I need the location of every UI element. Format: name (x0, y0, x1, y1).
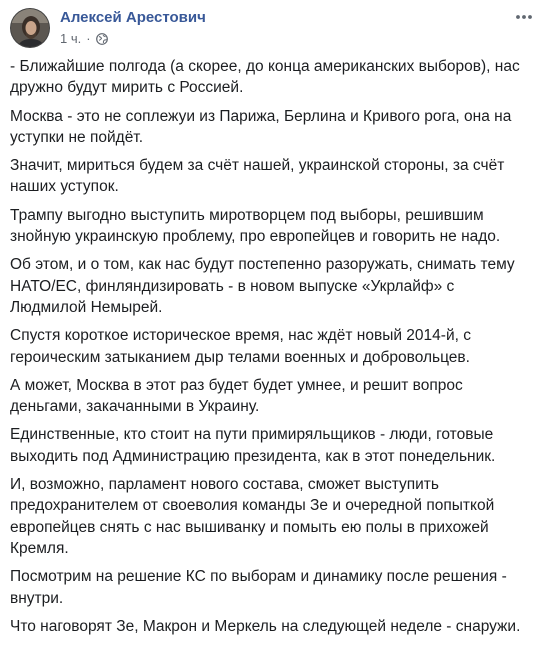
avatar-photo (11, 9, 50, 48)
post-timestamp[interactable]: 1 ч. (60, 31, 82, 46)
post-paragraph: Значит, мириться будем за счёт нашей, украинской стороны, за счёт наших уступок. (10, 157, 505, 196)
post-paragraph: Спустя короткое историческое время, нас ждёт новый 2014-й, с героическим затыканием дыр телами военных и добровольцев. (10, 327, 471, 366)
author-name-link[interactable]: Алексей Арестович (60, 9, 206, 26)
post-paragraph: А может, Москва в этот раз будет будет умнее, и решит вопрос деньгами, закачанными в Украину. (10, 376, 463, 416)
globe-icon[interactable] (96, 33, 108, 45)
author-avatar[interactable] (10, 8, 50, 48)
post-paragraph: Что наговорят Зе, Макрон и Меркель на следующей неделе - снаружи. (10, 617, 521, 635)
post-paragraph: Посмотрим на решение КС по выборам и динамику после решения - внутри. (10, 568, 507, 607)
more-options-icon[interactable] (514, 10, 534, 24)
post-paragraph: - Ближайшие полгода (а скорее, до конца американских выборов), нас дружно будут мирить с Россией. (10, 58, 520, 97)
post-body (10, 56, 530, 644)
post-paragraph: Трампу выгодно выступить миротворцем под выборы, решившим знойную украинскую проблему, про европейцев и говорить не надо. (10, 206, 501, 246)
author-block (60, 9, 206, 47)
post-paragraph: Единственные, кто стоит на пути примиряльщиков - люди, готовые выходить под Администрацию президента, как в этот понедельник. (10, 426, 496, 465)
post-header (10, 8, 536, 48)
meta-separator: · (86, 31, 91, 46)
post-paragraph: Об этом, и о том, как нас будут постепенно разоружать, снимать тему НАТО/ЕС, финляндизировать - в новом выпуске «Укрлайф» с Людмилой Немырей. (10, 256, 515, 316)
post-meta (60, 31, 206, 47)
post-paragraph: Москва - это не соплежуи из Парижа, Берлина и Кривого рога, она на уступки не пойдёт. (10, 107, 512, 146)
post-paragraph: И, возможно, парламент нового состава, сможет выступить предохранителем от своеволия команды Зе и очередной попыткой европейцев снять с нас вышиванку и помыть ею полы в прихожей Кремля. (10, 476, 495, 557)
